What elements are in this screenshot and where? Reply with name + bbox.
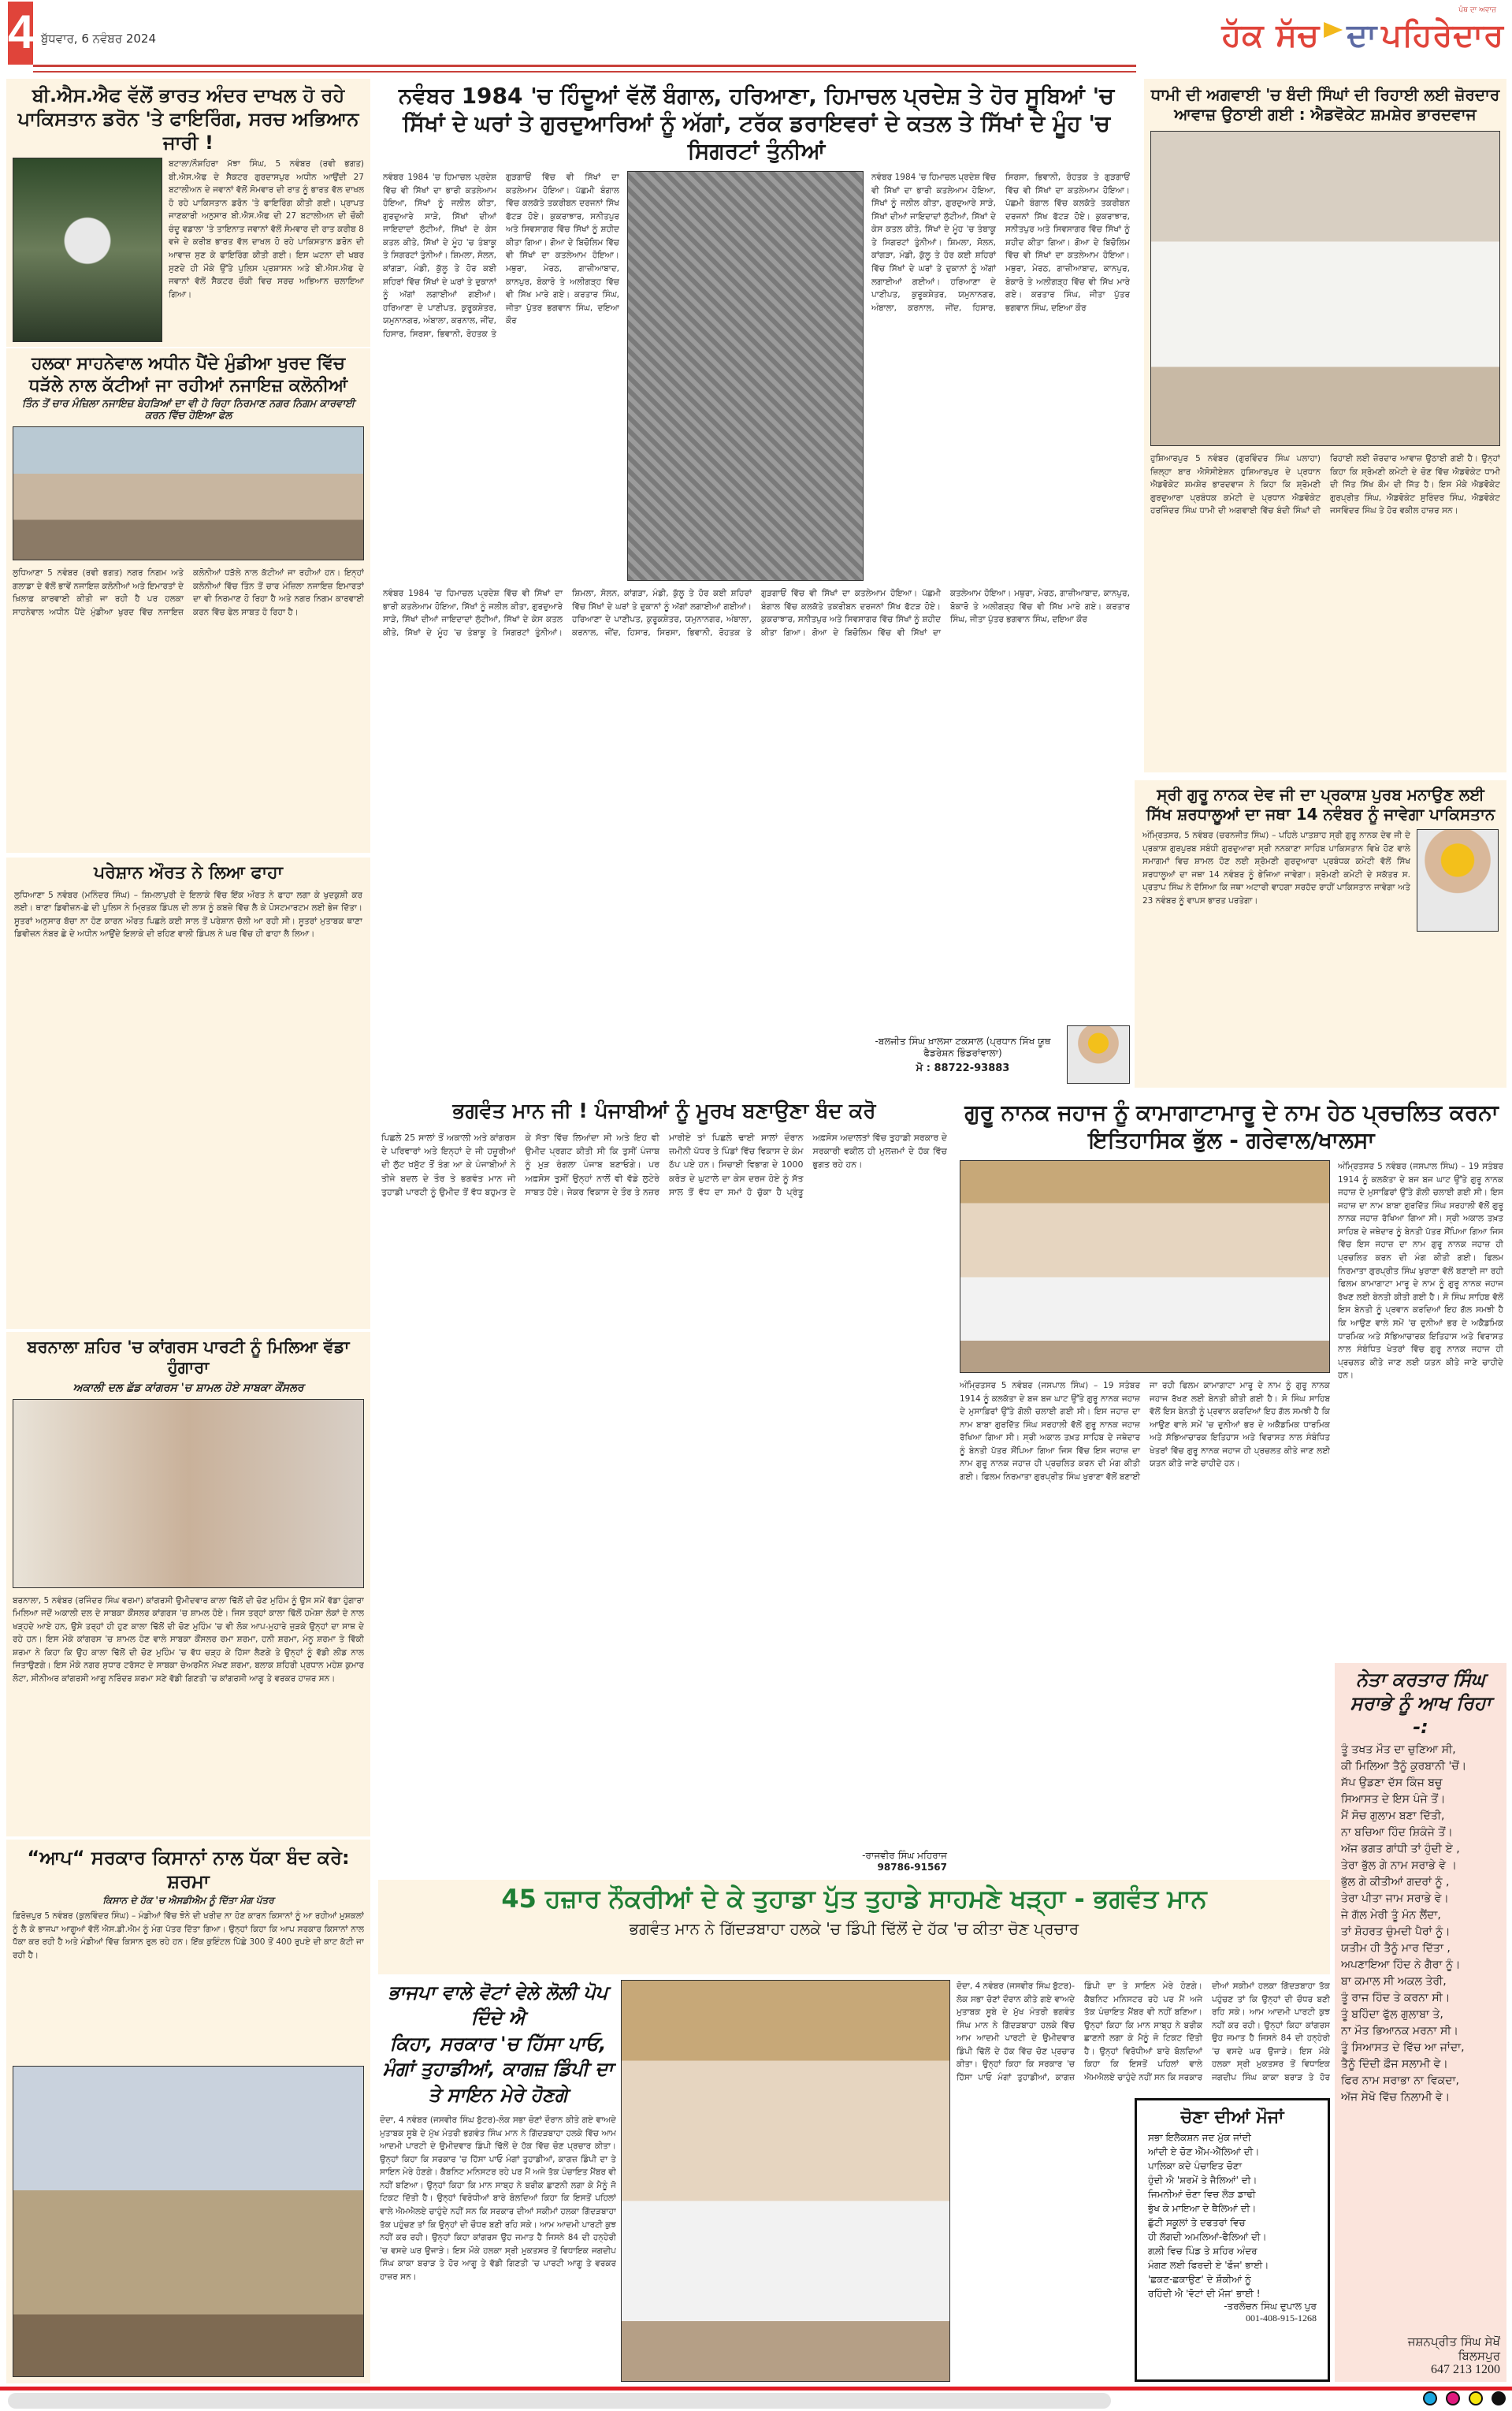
phone-nov1984: ਮੋ : 88722-93883 (916, 1062, 1010, 1074)
poem-line: ਭੁੱਖ ਕੇ ਮਾਇਆ ਦੇ ਥੈਲਿਆਂ ਦੀ। (1148, 2202, 1257, 2214)
article-barnala (6, 1332, 370, 1836)
jathedar-meeting-photo (960, 1160, 1330, 1373)
poem-line: ਤੇਰਾ ਭੁੱਲ ਗੇ ਨਾਮ ਸਰਾਭੇ ਵੇ । (1341, 1859, 1457, 1872)
body-nov1984-b: ਨਵੰਬਰ 1984 'ਚ ਹਿਮਾਚਲ ਪ੍ਰਦੇਸ਼ ਵਿੱਚ ਵੀ ਸਿੱਖਾਂ ਦਾ ਭਾਰੀ ਕਤਲੇਆਮ ਹੋਇਆ, ਸਿੱਖਾਂ ਨੂੰ ਜਲੀਲ ਕੀਤਾ, ਗੁਰਦੁਆਰੇ ਸਾੜੇ, ਸਿੱਖਾਂ ਦੀਆਂ ਜਾਇਦਾਦਾਂ ਲੁੱਟੀਆਂ, ਸਿੱਖਾਂ ਦੇ ਕੇਸ ਕਤਲ ਕੀਤੇ, ਸਿੱਖਾਂ ਦੇ ਮੂੰਹ 'ਚ ਤੰਬਾਕੂ ਤੇ ਸਿਗਰਟਾਂ ਤੁੰਨੀਆਂ। ਸ਼ਿਮਲਾ, ਸੋਲਨ, ਕਾਂਗੜਾ, ਮੰਡੀ, ਕੁੱਲੂ ਤੇ ਹੋਰ ਕਈ ਸ਼ਹਿਰਾਂ ਵਿੱਚ ਸਿੱਖਾਂ ਦੇ ਘਰਾਂ ਤੇ ਦੁਕਾਨਾਂ ਨੂੰ ਅੱਗਾਂ ਲਗਾਈਆਂ ਗਈਆਂ। ਹਰਿਆਣਾ ਦੇ ਪਾਣੀਪਤ, ਕੁਰੂਕਸ਼ੇਤਰ, ਯਮੁਨਾਨਗਰ, ਅੰਬਾਲਾ, ਕਰਨਾਲ, ਜੀਂਦ, ਹਿਸਾਰ, ਸਿਰਸਾ, ਭਿਵਾਨੀ, ਰੋਹਤਕ ਤੇ ਗੁੜਗਾਓਂ ਵਿੱਚ ਵੀ ਸਿੱਖਾਂ ਦਾ ਕਤਲੇਆਮ ਹੋਇਆ। ਪੱਛਮੀ ਬੰਗਾਲ ਵਿੱਚ ਕਲਕੱਤੇ ਤਕਰੀਬਨ ਦਰਜਨਾਂ ਸਿੱਖ ਫੱਟੜ ਹੋਏ। ਕੁਕਰਾਝਾਰ, ਸਨੀਤਪੁਰ ਅਤੇ ਸਿਵਸਾਗਰ ਵਿੱਚ ਸਿੱਖਾਂ ਨੂੰ ਸ਼ਹੀਦ ਕੀਤਾ ਗਿਆ। ਗੋਆ ਦੇ ਬਿਚੋਲਿਮ ਵਿੱਚ ਵੀ ਸਿੱਖਾਂ ਦਾ ਕਤਲੇਆਮ ਹੋਇਆ। ਮਥੁਰਾ, ਮੇਰਠ, ਗਾਜ਼ੀਆਬਾਦ, ਕਾਨਪੁਰ, ਬੋਕਾਰੋ ਤੇ ਅਲੀਗੜ੍ਹ ਵਿੱਚ ਵੀ ਸਿੱਖ ਮਾਰੇ ਗਏ। ਕਰਤਾਰ ਸਿੰਘ, ਜੀਤਾ ਪੁੱਤਰ ਭਗਵਾਨ ਸਿੰਘ, ਦਇਆ ਕੌਰ (871, 173, 1130, 313)
headline-bsf: ਬੀ.ਐਸ.ਐਫ ਵੱਲੋਂ ਭਾਰਤ ਅੰਦਰ ਦਾਖਲ ਹੋ ਰਹੇ ਪਾਕਿਸਤਾਨ ਡਰੋਨ 'ਤੇ ਫਾਇਰਿੰਗ, ਸਰਚ ਅਭਿਆਨ ਜਾਰੀ ! (17, 84, 359, 154)
masthead-title-3: ਪਹਿਰੇਦਾਰ (1381, 17, 1504, 54)
poem-sarabha-title: ਨੇਤਾ ਕਰਤਾਰ ਸਿੰਘ ਸਰਾਭੇ ਨੂੰ ਆਖ ਰਿਹਾ -: (1350, 1669, 1492, 1738)
article-bsf (6, 79, 370, 347)
headline-nov1984: ਨਵੰਬਰ 1984 'ਚ ਹਿੰਦੂਆਂ ਵੱਲੋਂ ਬੰਗਾਲ, ਹਰਿਆਣਾ, ਹਿਮਾਚਲ ਪ੍ਰਦੇਸ਼ ਤੇ ਹੋਰ ਸੂਬਿਆਂ 'ਚ ਸਿੱਖਾਂ ਦੇ ਘਰਾਂ ਤੇ ਗੁਰਦੁਆਰਿਆਂ ਨੂੰ ਅੱਗਾਂ, ਟਰੱਕ ਡਰਾਇਵਰਾਂ ਦੇ ਕਤਲ ਤੇ ਸਿੱਖਾਂ ਦੇ ਮੂੰਹ 'ਚ ਸਿਗਰਟਾਂ ਤੁੰਨੀਆਂ (398, 83, 1115, 164)
poem-line: ਨਾ ਬਚਿਆ ਹਿੰਦ ਸ਼ਿਕੰਜੇ ਤੋਂ। (1341, 1826, 1453, 1839)
subhead-barnala: ਅਕਾਲੀ ਦਲ ਛੱਡ ਕਾਂਗਰਸ 'ਚ ਸ਼ਾਮਲ ਹੋਏ ਸਾਬਕਾ ਕੌਂਸਲਰ (72, 1381, 304, 1394)
mann-rally-bullets (380, 1980, 616, 2108)
drone-photo (13, 158, 162, 342)
article-nov1984 (378, 79, 1135, 1089)
body-barnala: ਬਰਨਾਲਾ, 5 ਨਵੰਬਰ (ਰਜਿੰਦਰ ਸਿੰਘ ਵਰਮਾ) ਕਾਂਗਰਸੀ ਉਮੀਦਵਾਰ ਕਾਲਾ ਢਿੱਲੋਂ ਦੀ ਚੋਣ ਮੁਹਿੰਮ ਨੂੰ ਉਸ ਸਮੇਂ ਵੱਡਾ ਹੁੰਗਾਰਾ ਮਿਲਿਆ ਜਦੋਂ ਅਕਾਲੀ ਦਲ ਦੇ ਸਾਬਕਾ ਕੌਂਸਲਰ ਕਾਂਗਰਸ 'ਚ ਸ਼ਾਮਲ ਹੋਏ। ਜਿਸ ਤਰ੍ਹਾਂ ਕਾਲਾ ਢਿੱਲੋਂ ਹਮੇਸ਼ਾ ਲੋਕਾਂ ਦੇ ਨਾਲ ਖੜ੍ਹਦੇ ਆਏ ਹਨ, ਉਸੇ ਤਰ੍ਹਾਂ ਹੀ ਹੁਣ ਕਾਲਾ ਢਿੱਲੋਂ ਦੀ ਚੋਣ ਮੁਹਿੰਮ 'ਚ ਵੀ ਲੋਕ ਆਪ-ਮੁਹਾਰੇ ਜੁੜਕੇ ਉਨ੍ਹਾਂ ਦਾ ਸਾਥ ਦੇ ਰਹੇ ਹਨ। ਇਸ ਮੌਕੇ ਕਾਂਗਰਸ 'ਚ ਸ਼ਾਮਲ ਹੋਣ ਵਾਲੇ ਸਾਬਕਾ ਕੌਂਸਲਰ ਰਮਾ ਸ਼ਰਮਾ, ਹਨੀ ਸ਼ਰਮਾ, ਮੰਨੂ ਸ਼ਰਮਾ ਤੇ ਵਿੱਕੀ ਸ਼ਰਮਾ ਨੇ ਕਿਹਾ ਕਿ ਉਹ ਕਾਲਾ ਢਿੱਲੋਂ ਦੀ ਚੋਣ ਮੁਹਿੰਮ 'ਚ ਵੱਧ ਚੜ੍ਹ ਕੇ ਹਿੱਸਾ ਲੈਣਗੇ ਤੇ ਉਨ੍ਹਾਂ ਨੂੰ ਵੱਡੀ ਲੀਡ ਨਾਲ ਜਿਤਾਉਣਗੇ। ਇਸ ਮੌਕੇ ਨਗਰ ਸੁਧਾਰ ਟਰੱਸਟ ਦੇ ਸਾਬਕਾ ਚੇਅਰਮੈਨ ਮੱਖਣ ਸ਼ਰਮਾ, ਬਲਾਕ ਸ਼ਹਿਰੀ ਪ੍ਰਧਾਨ ਮਹੇਸ਼ ਕੁਮਾਰ ਲੋਟਾ, ਸੀਨੀਅਰ ਕਾਂਗਰਸੀ ਆਗੂ ਨਰਿੰਦਰ ਸ਼ਰਮਾ ਸਣੇ ਵੱਡੀ ਗਿਣਤੀ 'ਚ ਕਾਂਗਰਸੀ ਆਗੂ ਤੇ ਵਰਕਰ ਹਾਜ਼ਰ ਸਨ। (13, 1595, 364, 1684)
black-mark-icon (1492, 2391, 1506, 2405)
headline-komagata: ਗੁਰੂ ਨਾਨਕ ਜਹਾਜ ਨੂੰ ਕਾਮਾਗਾਟਾਮਾਰੂ ਦੇ ਨਾਮ ਹੇਠ ਪ੍ਰਚਲਿਤ ਕਰਨਾ ਇਤਿਹਾਸਿਕ ਭੁੱਲ - ਗਰੇਵਾਲ/ਖਾਲਸਾ (964, 1099, 1499, 1153)
body-nov1984-c: ਨਵੰਬਰ 1984 'ਚ ਹਿਮਾਚਲ ਪ੍ਰਦੇਸ਼ ਵਿੱਚ ਵੀ ਸਿੱਖਾਂ ਦਾ ਭਾਰੀ ਕਤਲੇਆਮ ਹੋਇਆ, ਸਿੱਖਾਂ ਨੂੰ ਜਲੀਲ ਕੀਤਾ, ਗੁਰਦੁਆਰੇ ਸਾੜੇ, ਸਿੱਖਾਂ ਦੀਆਂ ਜਾਇਦਾਦਾਂ ਲੁੱਟੀਆਂ, ਸਿੱਖਾਂ ਦੇ ਕੇਸ ਕਤਲ ਕੀਤੇ, ਸਿੱਖਾਂ ਦੇ ਮੂੰਹ 'ਚ ਤੰਬਾਕੂ ਤੇ ਸਿਗਰਟਾਂ ਤੁੰਨੀਆਂ। ਸ਼ਿਮਲਾ, ਸੋਲਨ, ਕਾਂਗੜਾ, ਮੰਡੀ, ਕੁੱਲੂ ਤੇ ਹੋਰ ਕਈ ਸ਼ਹਿਰਾਂ ਵਿੱਚ ਸਿੱਖਾਂ ਦੇ ਘਰਾਂ ਤੇ ਦੁਕਾਨਾਂ ਨੂੰ ਅੱਗਾਂ ਲਗਾਈਆਂ ਗਈਆਂ। ਹਰਿਆਣਾ ਦੇ ਪਾਣੀਪਤ, ਕੁਰੂਕਸ਼ੇਤਰ, ਯਮੁਨਾਨਗਰ, ਅੰਬਾਲਾ, ਕਰਨਾਲ, ਜੀਂਦ, ਹਿਸਾਰ, ਸਿਰਸਾ, ਭਿਵਾਨੀ, ਰੋਹਤਕ ਤੇ ਗੁੜਗਾਓਂ ਵਿੱਚ ਵੀ ਸਿੱਖਾਂ ਦਾ ਕਤਲੇਆਮ ਹੋਇਆ। ਪੱਛਮੀ ਬੰਗਾਲ ਵਿੱਚ ਕਲਕੱਤੇ ਤਕਰੀਬਨ ਦਰਜਨਾਂ ਸਿੱਖ ਫੱਟੜ ਹੋਏ। ਕੁਕਰਾਝਾਰ, ਸਨੀਤਪੁਰ ਅਤੇ ਸਿਵਸਾਗਰ ਵਿੱਚ ਸਿੱਖਾਂ ਨੂੰ ਸ਼ਹੀਦ ਕੀਤਾ ਗਿਆ। ਗੋਆ ਦੇ ਬਿਚੋਲਿਮ ਵਿੱਚ ਵੀ ਸਿੱਖਾਂ ਦਾ ਕਤਲੇਆਮ ਹੋਇਆ। ਮਥੁਰਾ, ਮੇਰਠ, ਗਾਜ਼ੀਆਬਾਦ, ਕਾਨਪੁਰ, ਬੋਕਾਰੋ ਤੇ ਅਲੀਗੜ੍ਹ ਵਿੱਚ ਵੀ ਸਿੱਖ ਮਾਰੇ ਗਏ। ਕਰਤਾਰ ਸਿੰਘ, ਜੀਤਾ ਪੁੱਤਰ ਭਗਵਾਨ ਸਿੰਘ, ਦਇਆ ਕੌਰ (383, 589, 1130, 638)
poem-line: ਰਹਿੰਦੀ ਐ 'ਵੋਟਾਂ ਦੀ ਮੌਜ' ਭਾਈ ! (1148, 2287, 1261, 2299)
body-woman: ਲੁਧਿਆਣਾ 5 ਨਵੰਬਰ (ਮਨਿੰਦਰ ਸਿੰਘ) – ਸ਼ਿਮਲਾਪੁਰੀ ਦੇ ਇਲਾਕੇ ਵਿੱਚ ਇੱਕ ਔਰਤ ਨੇ ਫਾਹਾ ਲਗਾ ਕੇ ਖੁਦਕੁਸ਼ੀ ਕਰ ਲਈ। ਥਾਣਾ ਡਿਵੀਜ਼ਨ-ਛੇ ਦੀ ਪੁਲਿਸ ਨੇ ਮ੍ਰਿਤਕ ਡਿੰਪਲ ਦੀ ਲਾਸ਼ ਨੂੰ ਕਬਜ਼ੇ ਵਿੱਚ ਲੈ ਕੇ ਪੋਸਟਮਾਰਟਮ ਲਈ ਭੇਜ ਦਿੱਤਾ। ਸੂਤਰਾਂ ਅਨੁਸਾਰ ਬੱਚਾ ਨਾ ਹੋਣ ਕਾਰਨ ਔਰਤ ਪਿਛਲੇ ਕਈ ਸਾਲ ਤੋਂ ਪਰੇਸ਼ਾਨ ਚੱਲੀ ਆ ਰਹੀ ਸੀ। ਸੂਤਰਾਂ ਮੁਤਾਬਕ ਥਾਣਾ ਡਿਵੀਜ਼ਨ ਨੰਬਰ ਛੇ ਦੇ ਅਧੀਨ ਆਉਂਦੇ ਇਲਾਕੇ ਦੀ ਰਹਿਣ ਵਾਲੀ ਡਿੰਪਲ ਨੇ ਘਰ ਵਿੱਚ ਹੀ ਫਾਹਾ ਲੈ ਲਿਆ। (14, 890, 362, 939)
poem-line: ਤੂੰ ਤਖਤ ਮੌਤ ਦਾ ਚੁਣਿਆ ਸੀ, (1341, 1743, 1456, 1756)
article-sahnewal (6, 348, 370, 853)
poem-line: ਤੂੰ ਬਹਿੰਦਾ ਫੁੱਲ ਗੁਲਾਬਾ ਤੇ, (1341, 2008, 1443, 2021)
poem-line: ਛੁੱਟੀ ਸਕੂਲਾਂ ਤੇ ਦਫਤਰਾਂ ਵਿਚ (1148, 2216, 1246, 2228)
body-sahnewal: ਲੁਧਿਆਣਾ 5 ਨਵੰਬਰ (ਰਵੀ ਭਗਤ) ਨਗਰ ਨਿਗਮ ਅਤੇ ਗਲਾਡਾ ਦੇ ਵੱਲੋਂ ਭਾਵੇਂ ਨਜਾਇਜ਼ ਕਲੋਨੀਆਂ ਅਤੇ ਇਮਾਰਤਾਂ ਦੇ ਖ਼ਿਲਾਫ਼ ਕਾਰਵਾਈ ਕੀਤੀ ਜਾ ਰਹੀ ਹੈ ਪਰ ਹਲਕਾ ਸਾਹਨੇਵਾਲ ਅਧੀਨ ਪੈਂਦੇ ਮੁੰਡੀਆ ਖੁਰਦ ਵਿੱਚ ਨਜਾਇਜ਼ ਕਲੋਨੀਆਂ ਧੜੱਲੇ ਨਾਲ ਕੱਟੀਆਂ ਜਾ ਰਹੀਆਂ ਹਨ। ਇਨ੍ਹਾਂ ਕਲੋਨੀਆਂ ਵਿੱਚ ਤਿੰਨ ਤੋਂ ਚਾਰ ਮੰਜ਼ਿਲਾ ਨਜਾਇਜ਼ ਇਮਾਰਤਾਂ ਦਾ ਵੀ ਨਿਰਮਾਣ ਹੋ ਰਿਹਾ ਹੈ ਅਤੇ ਨਗਰ ਨਿਗਮ ਕਾਰਵਾਈ ਕਰਨ ਵਿੱਚ ਫੇਲ ਸਾਬਤ ਹੋ ਰਿਹਾ ਹੈ। (13, 568, 364, 617)
body-komagata-side: ਅੰਮ੍ਰਿਤਸਰ 5 ਨਵੰਬਰ (ਜਸਪਾਲ ਸਿੰਘ) – 19 ਸਤੰਬਰ 1914 ਨੂੰ ਕਲਕੱਤਾ ਦੇ ਬਜ ਬਜ ਘਾਟ ਉੱਤੇ ਗੁਰੂ ਨਾਨਕ ਜਹਾਜ਼ ਦੇ ਮੁਸਾਫ਼ਿਰਾਂ ਉੱਤੇ ਗੋਲੀ ਚਲਾਈ ਗਈ ਸੀ। ਇਸ ਜਹਾਜ਼ ਦਾ ਨਾਮ ਬਾਬਾ ਗੁਰਦਿੱਤ ਸਿੰਘ ਸਰਹਾਲੀ ਵੱਲੋਂ ਗੁਰੂ ਨਾਨਕ ਜਹਾਜ਼ ਰੱਖਿਆ ਗਿਆ ਸੀ। ਸ੍ਰੀ ਅਕਾਲ ਤਖ਼ਤ ਸਾਹਿਬ ਦੇ ਜਥੇਦਾਰ ਨੂੰ ਬੇਨਤੀ ਪੱਤਰ ਸੌਂਪਿਆ ਗਿਆ ਜਿਸ ਵਿੱਚ ਇਸ ਜਹਾਜ਼ ਦਾ ਨਾਮ ਗੁਰੂ ਨਾਨਕ ਜਹਾਜ਼ ਹੀ ਪ੍ਰਚਲਿਤ ਕਰਨ ਦੀ ਮੰਗ ਕੀਤੀ ਗਈ। ਫਿਲਮ ਨਿਰਮਾਤਾ ਗੁਰਪ੍ਰੀਤ ਸਿੰਘ ਖੁਰਾਣਾ ਵੱਲੋਂ ਬਣਾਈ ਜਾ ਰਹੀ ਫਿਲਮ ਕਾਮਾਗਾਟਾ ਮਾਰੂ ਦੇ ਨਾਮ ਨੂੰ ਗੁਰੂ ਨਾਨਕ ਜਹਾਜ ਰੱਖਣ ਲਈ ਬੇਨਤੀ ਕੀਤੀ ਗਈ ਹੈ। ਸੋ ਸਿੰਘ ਸਾਹਿਬ ਵੱਲੋਂ ਇਸ ਬੇਨਤੀ ਨੂੰ ਪ੍ਰਵਾਨ ਕਰਦਿਆਂ ਇਹ ਗੱਲ ਸਮਝੀ ਹੈ ਕਿ ਆਉਣ ਵਾਲੇ ਸਮੇਂ 'ਚ ਦੁਨੀਆਂ ਭਰ ਦੇ ਅਕੈਡਮਿਕ ਧਾਰਮਿਕ ਅਤੇ ਸੱਭਿਆਚਾਰਕ ਇਤਿਹਾਸ ਅਤੇ ਵਿਰਾਸਤ ਨਾਲ ਸੰਬੰਧਿਤ ਖੇਤਰਾਂ ਵਿੱਚ ਗੁਰੂ ਨਾਨਕ ਜਹਾਜ ਹੀ ਪ੍ਰਚਲਤ ਕੀਤੇ ਜਾਣ ਲਈ ਯਤਨ ਕੀਤੇ ਜਾਣੇ ਚਾਹੀਦੇ ਹਨ। (1338, 1162, 1503, 1381)
header-rule (33, 65, 1136, 73)
poem-line: ਆਂਦੀ ਏ ਚੋਣ ਐੱਮ-ਐੱਲਿਆਂ ਦੀ। (1148, 2145, 1260, 2157)
body-jatha: ਅੰਮ੍ਰਿਤਸਰ, 5 ਨਵੰਬਰ (ਚਰਨਜੀਤ ਸਿੰਘ) – ਪਹਿਲੇ ਪਾਤਸ਼ਾਹ ਸ੍ਰੀ ਗੁਰੂ ਨਾਨਕ ਦੇਵ ਜੀ ਦੇ ਪ੍ਰਕਾਸ਼ ਗੁਰਪੁਰਬ ਸਬੰਧੀ ਗੁਰਦੁਆਰਾ ਸ੍ਰੀ ਨਨਕਾਣਾ ਸਾਹਿਬ ਪਾਕਿਸਤਾਨ ਵਿਖੇ ਹੋਣ ਵਾਲੇ ਸਮਾਗਮਾਂ ਵਿਚ ਸ਼ਾਮਲ ਹੋਣ ਲਈ ਸ਼੍ਰੋਮਣੀ ਗੁਰਦੁਆਰਾ ਪ੍ਰਬੰਧਕ ਕਮੇਟੀ ਵੱਲੋਂ ਸਿੱਖ ਸ਼ਰਧਾਲੂਆਂ ਦਾ ਜਥਾ 14 ਨਵੰਬਰ ਨੂੰ ਭੇਜਿਆ ਜਾਵੇਗਾ। ਸ਼੍ਰੋਮਣੀ ਕਮੇਟੀ ਦੇ ਸਕੱਤਰ ਸ. ਪ੍ਰਤਾਪ ਸਿੰਘ ਨੇ ਦੱਸਿਆ ਕਿ ਜਥਾ ਅਟਾਰੀ ਵਾਹਗਾ ਸਰਹੱਦ ਰਾਹੀਂ ਪਾਕਿਸਤਾਨ ਜਾਵੇਗਾ ਅਤੇ 23 ਨਵੰਬਰ ਨੂੰ ਵਾਪਸ ਭਾਰਤ ਪਰਤੇਗਾ। (1142, 831, 1410, 906)
poem-chona-author: -ਤਰਲੋਚਨ ਸਿੰਘ ਦੁਪਾਲ ਪੁਰ (1224, 2300, 1317, 2312)
subhead-sahnewal: ਤਿੰਨ ਤੋਂ ਚਾਰ ਮੰਜ਼ਿਲਾ ਨਜਾਇਜ਼ ਬੇਹੜਿਆਂ ਦਾ ਵੀ ਹੋ ਰਿਹਾ ਨਿਰਮਾਣ ਨਗਰ ਨਿਗਮ ਕਾਰਵਾਈ ਕਰਨ ਵਿੱਚ ਹੋਇਆ ਫੇਲ (21, 398, 355, 422)
article-komagata (957, 1096, 1506, 1660)
body-aap-farmers: ਫ਼ਿਰੋਜ਼ਪੁਰ 5 ਨਵੰਬਰ (ਕੁਲਵਿੰਦਰ ਸਿੰਘ) – ਮੰਡੀਆਂ ਵਿੱਚ ਝੋਨੇ ਦੀ ਖਰੀਦ ਨਾ ਹੋਣ ਕਾਰਨ ਕਿਸਾਨਾਂ ਨੂੰ ਆ ਰਹੀਆਂ ਮੁਸ਼ਕਲਾਂ ਨੂੰ ਲੈ ਕੇ ਭਾਜਪਾ ਆਗੂਆਂ ਵੱਲੋਂ ਐਸ.ਡੀ.ਐਮ ਨੂੰ ਮੰਗ ਪੱਤਰ ਦਿੱਤਾ ਗਿਆ। ਉਨ੍ਹਾਂ ਕਿਹਾ ਕਿ ਆਪ ਸਰਕਾਰ ਕਿਸਾਨਾਂ ਨਾਲ ਧੱਕਾ ਕਰ ਰਹੀ ਹੈ ਅਤੇ ਮੰਡੀਆਂ ਵਿੱਚ ਕਿਸਾਨ ਰੁਲ ਰਹੇ ਹਨ। ਇੱਕ ਕੁਇੰਟਲ ਪਿੱਛੇ 300 ਤੋਂ 400 ਰੁਪਏ ਦੀ ਕਾਟ ਕੱਟੀ ਜਾ ਰਹੀ ਹੈ। (13, 1911, 364, 1960)
poem-chona-lines (1148, 2130, 1317, 2301)
masthead-title-2: ਦਾ (1347, 17, 1378, 54)
masthead (1173, 3, 1504, 66)
article-woman (6, 858, 370, 1329)
yellow-mark-icon (1469, 2391, 1483, 2405)
byline-mann-editorial: -ਰਾਜਵੀਰ ਸਿੰਘ ਮਹਿਰਾਜ (862, 1850, 947, 1861)
poem-sarabha-place: ਬਿਲਸਪੁਰ (1458, 2349, 1500, 2363)
bullet-1: ਭਾਜਪਾ ਵਾਲੇ ਵੋਟਾਂ ਵੇਲੇ ਲੋਲੀ ਪੋਪ ਦਿੰਦੇ ਐ (388, 1981, 608, 2030)
footer-grey-bar (8, 2393, 1111, 2409)
masthead-title-1: ਹੱਕ ਸੱਚ (1221, 17, 1321, 54)
poem-line: ਗਲ਼ੀ ਵਿਚ ਪਿੰਡ ਤੇ ਸ਼ਹਿਰ ਅੰਦਰ (1148, 2245, 1258, 2257)
body-mann-rally-a: ਦੋਦਾ, 4 ਨਵੰਬਰ (ਜਸਵੀਰ ਸਿੰਘ ਬੁੱਟਰ)-ਲੋਕ ਸਭਾ ਚੋਣਾਂ ਦੌਰਾਨ ਕੀਤੇ ਗਏ ਵਾਅਦੇ ਮੁਤਾਬਕ ਸੂਬੇ ਦੇ ਮੁੱਖ ਮੰਤਰੀ ਭਗਵੰਤ ਸਿੰਘ ਮਾਨ ਨੇ ਗਿੱਦੜਬਾਹਾ ਹਲਕੇ ਵਿੱਚ ਆਮ ਆਦਮੀ ਪਾਰਟੀ ਦੇ ਉਮੀਦਵਾਰ ਡਿੰਪੀ ਢਿੱਲੋਂ ਦੇ ਹੱਕ ਵਿੱਚ ਚੋਣ ਪ੍ਰਚਾਰ ਕੀਤਾ। ਉਨ੍ਹਾਂ ਕਿਹਾ ਕਿ ਸਰਕਾਰ 'ਚ ਹਿੱਸਾ ਪਾਓ ਮੰਗਾਂ ਤੁਹਾਡੀਆਂ, ਕਾਗਜ਼ ਡਿੰਪੀ ਦਾ ਤੇ ਸਾਇਨ ਮੇਰੇ ਹੋਣਗੇ। ਕੈਬਨਿਟ ਮਨਿਸਟਰ ਰਹੇ ਪਰ ਮੈਂ ਅਜੇ ਤੱਕ ਪੰਚਾਇਤ ਮੈਂਬਰ ਵੀ ਨਹੀਂ ਬਣਿਆ। ਉਨ੍ਹਾਂ ਕਿਹਾ ਕਿ ਮਾਨ ਸਾਬ੍ਹ ਨੇ ਬਰੀਕ ਛਾਣਨੀ ਲਗਾ ਕੇ ਮੈਨੂੰ ਜੋ ਟਿਕਟ ਦਿੱਤੀ ਹੈ। ਉਨ੍ਹਾਂ ਵਿਰੋਧੀਆਂ ਬਾਰੇ ਬੋਲਦਿਆਂ ਕਿਹਾ ਕਿ ਇਸਤੋਂ ਪਹਿਲਾਂ ਵਾਲੇ ਐਮਐਲਏ ਚਾਹੁੰਦੇ ਨਹੀਂ ਸਨ ਕਿ ਸਰਕਾਰ ਦੀਆਂ ਸਕੀਮਾਂ ਹਲਕਾ ਗਿੱਦੜਬਾਹਾ ਤੱਕ ਪਹੁੰਚਣ ਤਾਂ ਕਿ ਉਨ੍ਹਾਂ ਦੀ ਚੌਧਰ ਬਣੀ ਰਹਿ ਸਕੇ। ਆਮ ਆਦਮੀ ਪਾਰਟੀ ਕੁਝ ਨਹੀਂ ਕਰ ਰਹੀ। ਉਨ੍ਹਾਂ ਕਿਹਾ ਕਾਂਗਰਸ ਉਹ ਜਮਾਤ ਹੈ ਜਿਸਨੇ 84 ਦੀ ਹਨ੍ਹੇਰੀ 'ਚ ਵਸਦੇ ਘਰ ਉਜਾੜੇ। ਇਸ ਮੌਕੇ ਹਲਕਾ ਸ੍ਰੀ ਮੁਕਤਸਰ ਤੋਂ ਵਿਧਾਇਕ ਜਗਦੀਪ ਸਿੰਘ ਕਾਕਾ ਬਰਾੜ ਤੇ ਹੋਰ ਆਗੂ ਤੇ ਵੱਡੀ ਗਿਣਤੀ 'ਚ ਪਾਰਟੀ ਆਗੂ ਤੇ ਵਰਕਰ ਹਾਜ਼ਰ ਸਨ। (380, 2115, 616, 2282)
subhead-aap-farmers: ਕਿਸਾਨ ਦੇ ਹੱਕ 'ਚ ਐਸਡੀਐਮ ਨੂੰ ਦਿੱਤਾ ਮੰਗ ਪੱਤਰ (102, 1895, 274, 1906)
footer-red-bar (0, 2387, 1512, 2391)
nishan-sahib-flag-icon (1324, 22, 1343, 38)
poem-line: ਹੁੰਦੀ ਐ 'ਸ਼ਰਮੇਂ ਤੇ ਜੈਲਿਆਂ' ਦੀ। (1148, 2174, 1258, 2186)
headline-mann-editorial: ਭਗਵੰਤ ਮਾਨ ਜੀ ! ਪੰਜਾਬੀਆਂ ਨੂੰ ਮੂਰਖ ਬਣਾਉਣਾ ਬੰਦ ਕਰੋ (452, 1099, 876, 1123)
headline-jatha: ਸ੍ਰੀ ਗੁਰੂ ਨਾਨਕ ਦੇਵ ਜੀ ਦਾ ਪ੍ਰਕਾਸ਼ ਪੁਰਬ ਮਨਾਉਣ ਲਈ ਸਿੱਖ ਸ਼ਰਧਾਲੂਆਂ ਦਾ ਜਥਾ 14 ਨਵੰਬਰ ਨੂੰ ਜਾਵੇਗਾ ਪਾਕਿਸਤਾਨ (1146, 785, 1495, 824)
poem-line: ਤੈਨੂੰ ਦਿੰਦੀ ਫ਼ੌਜ ਸਲਾਮੀ ਵੇ। (1341, 2058, 1448, 2071)
poem-line: ਤਾਂ ਸ਼ੋਹਰਤ ਚੁੰਮਦੀ ਪੈਰਾਂ ਨੂੰ। (1341, 1925, 1451, 1938)
poem-chona-phone: 001-408-915-1268 (1246, 2312, 1317, 2324)
lawyers-group-photo (1150, 131, 1500, 446)
poem-sarabha-lines (1341, 1742, 1500, 2330)
poem-line: ਮੈਂ ਸੋਚ ਗੁਲਾਮ ਬਣਾ ਦਿੱਤੀ, (1341, 1810, 1445, 1822)
registration-marks (1418, 2391, 1506, 2409)
poem-line: ਪਾਲਿਕਾ ਕਦੇ ਪੰਚਾਇਤ ਚੋਣਾ (1148, 2160, 1243, 2171)
poem-sarabha-author: ਜਸ਼ਨਪ੍ਰੀਤ ਸਿੰਘ ਸੇਖੋਂ (1407, 2335, 1500, 2349)
poem-line: ਕੀ ਮਿਲਿਆ ਤੈਨੂੰ ਕੁਰਬਾਨੀ 'ਚੋਂ। (1341, 1760, 1467, 1773)
author-photo (1067, 1025, 1130, 1084)
poem-line: ਜੇ ਗੱਲ ਮੇਰੀ ਤੂੰ ਮੰਨ ਲੈਂਦਾ, (1341, 1909, 1441, 1922)
headline-woman: ਪਰੇਸ਼ਾਨ ਔਰਤ ਨੇ ਲਿਆ ਫਾਹਾ (94, 863, 283, 883)
article-jatha (1135, 780, 1506, 1088)
headline-sahnewal: ਹਲਕਾ ਸਾਹਨੇਵਾਲ ਅਧੀਨ ਪੈਂਦੇ ਮੁੰਡੀਆ ਖੁਰਦ ਵਿੱਚ ਧੜੱਲੇ ਨਾਲ ਕੱਟੀਆਂ ਜਾ ਰਹੀਆਂ ਨਜਾਇਜ਼ ਕਲੋਨੀਆਂ (28, 354, 348, 396)
poem-line: ਭੁੱਲ ਗੇ ਕੀਤੀਆਂ ਗਦਰਾਂ ਨੂੰ , (1341, 1876, 1450, 1888)
body-nov1984-a: ਨਵੰਬਰ 1984 'ਚ ਹਿਮਾਚਲ ਪ੍ਰਦੇਸ਼ ਵਿੱਚ ਵੀ ਸਿੱਖਾਂ ਦਾ ਭਾਰੀ ਕਤਲੇਆਮ ਹੋਇਆ, ਸਿੱਖਾਂ ਨੂੰ ਜਲੀਲ ਕੀਤਾ, ਗੁਰਦੁਆਰੇ ਸਾੜੇ, ਸਿੱਖਾਂ ਦੀਆਂ ਜਾਇਦਾਦਾਂ ਲੁੱਟੀਆਂ, ਸਿੱਖਾਂ ਦੇ ਕੇਸ ਕਤਲ ਕੀਤੇ, ਸਿੱਖਾਂ ਦੇ ਮੂੰਹ 'ਚ ਤੰਬਾਕੂ ਤੇ ਸਿਗਰਟਾਂ ਤੁੰਨੀਆਂ। ਸ਼ਿਮਲਾ, ਸੋਲਨ, ਕਾਂਗੜਾ, ਮੰਡੀ, ਕੁੱਲੂ ਤੇ ਹੋਰ ਕਈ ਸ਼ਹਿਰਾਂ ਵਿੱਚ ਸਿੱਖਾਂ ਦੇ ਘਰਾਂ ਤੇ ਦੁਕਾਨਾਂ ਨੂੰ ਅੱਗਾਂ ਲਗਾਈਆਂ ਗਈਆਂ। ਹਰਿਆਣਾ ਦੇ ਪਾਣੀਪਤ, ਕੁਰੂਕਸ਼ੇਤਰ, ਯਮੁਨਾਨਗਰ, ਅੰਬਾਲਾ, ਕਰਨਾਲ, ਜੀਂਦ, ਹਿਸਾਰ, ਸਿਰਸਾ, ਭਿਵਾਨੀ, ਰੋਹਤਕ ਤੇ ਗੁੜਗਾਓਂ ਵਿੱਚ ਵੀ ਸਿੱਖਾਂ ਦਾ ਕਤਲੇਆਮ ਹੋਇਆ। ਪੱਛਮੀ ਬੰਗਾਲ ਵਿੱਚ ਕਲਕੱਤੇ ਤਕਰੀਬਨ ਦਰਜਨਾਂ ਸਿੱਖ ਫੱਟੜ ਹੋਏ। ਕੁਕਰਾਝਾਰ, ਸਨੀਤਪੁਰ ਅਤੇ ਸਿਵਸਾਗਰ ਵਿੱਚ ਸਿੱਖਾਂ ਨੂੰ ਸ਼ਹੀਦ ਕੀਤਾ ਗਿਆ। ਗੋਆ ਦੇ ਬਿਚੋਲਿਮ ਵਿੱਚ ਵੀ ਸਿੱਖਾਂ ਦਾ ਕਤਲੇਆਮ ਹੋਇਆ। ਮਥੁਰਾ, ਮੇਰਠ, ਗਾਜ਼ੀਆਬਾਦ, ਕਾਨਪੁਰ, ਬੋਕਾਰੋ ਤੇ ਅਲੀਗੜ੍ਹ ਵਿੱਚ ਵੀ ਸਿੱਖ ਮਾਰੇ ਗਏ। ਕਰਤਾਰ ਸਿੰਘ, ਜੀਤਾ ਪੁੱਤਰ ਭਗਵਾਨ ਸਿੰਘ, ਦਇਆ ਕੌਰ (383, 173, 619, 339)
poem-sarabha-phone: 647 213 1200 (1431, 2363, 1500, 2376)
masthead-tagline: ਪੰਥ ਦਾ ਅਵਾਜ਼ (1458, 6, 1496, 14)
poem-line: ਅਪਣਾਇਆ ਹਿੰਦ ਨੇ ਗੈਰਾ ਨੂੰ। (1341, 1959, 1461, 1971)
mann-rally-left (380, 1980, 616, 2382)
poem-line: ਜਿਮਨੀਆਂ ਚੋਣਾ ਵਿਚ ਲੋੜ ਡਾਢੀ (1148, 2188, 1256, 2200)
poem-line: ਹੀ ਲੱਗਦੀ ਅਮਲਿਆਂ-ਫੈਲਿਆਂ ਦੀ। (1148, 2231, 1267, 2242)
poem-line: ਅੱਜ ਭਗਤ ਗਾਂਧੀ ਤਾਂ ਹੁੰਦੀ ਏ , (1341, 1843, 1460, 1855)
poem-line: ਮੰਗਣ ਲਈ ਫਿਰਦੀ ਏ 'ਫੌਜ' ਭਾਈ। (1148, 2259, 1269, 2271)
riot-photo (627, 171, 864, 581)
poem-line: ਤੂੰ ਰਾਜ ਹਿੰਦ ਤੇ ਕਰਨਾ ਸੀ। (1341, 1992, 1451, 2004)
colony-photo (13, 426, 364, 560)
poem-line: ਨਾ ਮੌਤ ਭਿਆਨਕ ਮਰਨਾ ਸੀ। (1341, 2025, 1458, 2037)
poem-chona (1135, 2098, 1330, 2382)
article-aap-farmers (6, 1840, 370, 2383)
mann-rally-photo (621, 1980, 950, 2382)
byline-nov1984: -ਬਲਜੀਤ ਸਿੰਘ ਖ਼ਾਲਸਾ ਟਕਸਾਲ (ਪ੍ਰਧਾਨ ਸਿੱਖ ਯੂਥ ਫੈਡਰੇਸ਼ਨ ਭਿੰਡਰਾਂਵਾਲਾ) (875, 1035, 1051, 1059)
issue-date: ਬੁੱਧਵਾਰ, 6 ਨਵੰਬਰ 2024 (41, 32, 157, 46)
subhead-mann-rally: ਭਗਵੰਤ ਮਾਨ ਨੇ ਗਿੱਦੜਬਾਹਾ ਹਲਕੇ 'ਚ ਡਿੰਪੀ ਢਿੱਲੋਂ ਦੇ ਹੱਕ 'ਚ ਕੀਤਾ ਚੋਣ ਪ੍ਰਚਾਰ (629, 1919, 1079, 1938)
poem-line: ਫਿਰ ਨਾਮ ਸਰਾਭਾ ਨਾ ਵਿਕਦਾ, (1341, 2074, 1459, 2087)
article-dhami (1144, 79, 1506, 772)
magenta-mark-icon (1446, 2391, 1460, 2405)
article-mann-editorial (378, 1096, 950, 1876)
body-mann-editorial: ਪਿਛਲੇ 25 ਸਾਲਾਂ ਤੋਂ ਅਕਾਲੀ ਅਤੇ ਕਾਂਗਰਸ ਦੇ ਪਰਿਵਾਰਾਂ ਅਤੇ ਇਨ੍ਹਾਂ ਦੇ ਜੀ ਹਜ਼ੂਰੀਆਂ ਦੀ ਲੁੱਟ ਖਸੁੱਟ ਤੋਂ ਤੰਗ ਆ ਕੇ ਪੰਜਾਬੀਆਂ ਨੇ ਤੀਜੇ ਬਦਲ ਦੇ ਤੌਰ ਤੇ ਭਗਵੰਤ ਮਾਨ ਜੀ ਤੁਹਾਡੀ ਪਾਰਟੀ ਨੂੰ ਉਮੀਦ ਤੋਂ ਵੱਧ ਬਹੁਮਤ ਦੇ ਕੇ ਸੱਤਾ ਵਿੱਚ ਲਿਆਂਦਾ ਸੀ ਅਤੇ ਇਹ ਵੀ ਉਮੀਦ ਪ੍ਰਗਟ ਕੀਤੀ ਸੀ ਕਿ ਤੁਸੀਂ ਪੰਜਾਬ ਨੂੰ ਮੁੜ ਰੰਗਲਾ ਪੰਜਾਬ ਬਣਾਓਗੇ। ਪਰ ਅਫ਼ਸੋਸ ਤੁਸੀਂ ਉਨ੍ਹਾਂ ਨਾਲੋਂ ਵੀ ਵੱਡੇ ਲੁਟੇਰੇ ਸਾਬਤ ਹੋਏ। ਜੇਕਰ ਵਿਕਾਸ ਦੇ ਤੌਰ ਤੇ ਨਜ਼ਰ ਮਾਰੀਏ ਤਾਂ ਪਿਛਲੇ ਢਾਈ ਸਾਲਾਂ ਦੌਰਾਨ ਜ਼ਮੀਨੀ ਪੱਧਰ ਤੇ ਪਿੰਡਾਂ ਵਿੱਚ ਵਿਕਾਸ ਦੇ ਕੰਮ ਠੱਪ ਪਏ ਹਨ। ਸਿਚਾਈ ਵਿਭਾਗ ਦੇ 1000 ਕਰੋੜ ਦੇ ਘੁਟਾਲੇ ਦਾ ਕੇਸ ਦਰਜ ਹੋਏ ਨੂੰ ਸੱਤ ਸਾਲ ਤੋਂ ਵੱਧ ਦਾ ਸਮਾਂ ਹੋ ਚੁੱਕਾ ਹੈ ਪ੍ਰੰਤੂ ਅਫ਼ਸੋਸ ਅਦਾਲਤਾਂ ਵਿੱਚ ਤੁਹਾਡੀ ਸਰਕਾਰ ਦੇ ਸਰਕਾਰੀ ਵਕੀਲ ਹੀ ਮੁਲਜ਼ਮਾਂ ਦੇ ਹੱਕ ਵਿੱਚ ਭੁਗਤ ਰਹੇ ਹਨ। (381, 1132, 947, 1197)
poem-line: ਬਾ ਕਮਾਲ ਸੀ ਅਕਲ ਤੇਰੀ, (1341, 1975, 1447, 1988)
poem-line: ਅੱਜ ਸੇਖੋ ਵਿੱਚ ਨਿਲਾਮੀ ਵੇ। (1341, 2091, 1451, 2104)
headline-dhami: ਧਾਮੀ ਦੀ ਅਗਵਾਈ 'ਚ ਬੰਦੀ ਸਿੰਘਾਂ ਦੀ ਰਿਹਾਈ ਲਈ ਜ਼ੋਰਦਾਰ ਆਵਾਜ਼ ਉਠਾਈ ਗਈ : ਐਡਵੋਕੇਟ ਸ਼ਮਸ਼ੇਰ ਭਾਰਦਵਾਜ (1150, 85, 1500, 124)
farmers-photo (13, 2066, 364, 2377)
body-komagata: ਅੰਮ੍ਰਿਤਸਰ 5 ਨਵੰਬਰ (ਜਸਪਾਲ ਸਿੰਘ) – 19 ਸਤੰਬਰ 1914 ਨੂੰ ਕਲਕੱਤਾ ਦੇ ਬਜ ਬਜ ਘਾਟ ਉੱਤੇ ਗੁਰੂ ਨਾਨਕ ਜਹਾਜ਼ ਦੇ ਮੁਸਾਫ਼ਿਰਾਂ ਉੱਤੇ ਗੋਲੀ ਚਲਾਈ ਗਈ ਸੀ। ਇਸ ਜਹਾਜ਼ ਦਾ ਨਾਮ ਬਾਬਾ ਗੁਰਦਿੱਤ ਸਿੰਘ ਸਰਹਾਲੀ ਵੱਲੋਂ ਗੁਰੂ ਨਾਨਕ ਜਹਾਜ਼ ਰੱਖਿਆ ਗਿਆ ਸੀ। ਸ੍ਰੀ ਅਕਾਲ ਤਖ਼ਤ ਸਾਹਿਬ ਦੇ ਜਥੇਦਾਰ ਨੂੰ ਬੇਨਤੀ ਪੱਤਰ ਸੌਂਪਿਆ ਗਿਆ ਜਿਸ ਵਿੱਚ ਇਸ ਜਹਾਜ਼ ਦਾ ਨਾਮ ਗੁਰੂ ਨਾਨਕ ਜਹਾਜ਼ ਹੀ ਪ੍ਰਚਲਿਤ ਕਰਨ ਦੀ ਮੰਗ ਕੀਤੀ ਗਈ। ਫਿਲਮ ਨਿਰਮਾਤਾ ਗੁਰਪ੍ਰੀਤ ਸਿੰਘ ਖੁਰਾਣਾ ਵੱਲੋਂ ਬਣਾਈ ਜਾ ਰਹੀ ਫਿਲਮ ਕਾਮਾਗਾਟਾ ਮਾਰੂ ਦੇ ਨਾਮ ਨੂੰ ਗੁਰੂ ਨਾਨਕ ਜਹਾਜ ਰੱਖਣ ਲਈ ਬੇਨਤੀ ਕੀਤੀ ਗਈ ਹੈ। ਸੋ ਸਿੰਘ ਸਾਹਿਬ ਵੱਲੋਂ ਇਸ ਬੇਨਤੀ ਨੂੰ ਪ੍ਰਵਾਨ ਕਰਦਿਆਂ ਇਹ ਗੱਲ ਸਮਝੀ ਹੈ ਕਿ ਆਉਣ ਵਾਲੇ ਸਮੇਂ 'ਚ ਦੁਨੀਆਂ ਭਰ ਦੇ ਅਕੈਡਮਿਕ ਧਾਰਮਿਕ ਅਤੇ ਸੱਭਿਆਚਾਰਕ ਇਤਿਹਾਸ ਅਤੇ ਵਿਰਾਸਤ ਨਾਲ ਸੰਬੰਧਿਤ ਖੇਤਰਾਂ ਵਿੱਚ ਗੁਰੂ ਨਾਨਕ ਜਹਾਜ ਹੀ ਪ੍ਰਚਲਤ ਕੀਤੇ ਜਾਣ ਲਈ ਯਤਨ ਕੀਤੇ ਜਾਣੇ ਚਾਹੀਦੇ ਹਨ। (960, 1381, 1330, 1483)
poem-line: 'ਛਕਣ-ਛਕਾਉਣ' ਦੇ ਸ਼ੌਕੀਆਂ ਨੂੰ (1148, 2273, 1251, 2285)
mann-rally-header (378, 1880, 1330, 1974)
poem-line: ਤੇਰਾ ਪੀਤਾ ਜਾਮ ਸਰਾਭੇ ਵੇ। (1341, 1892, 1449, 1905)
body-dhami: ਹੁਸ਼ਿਆਰਪੁਰ 5 ਨਵੰਬਰ (ਗੁਰਵਿੰਦਰ ਸਿੰਘ ਪਲਾਹਾ) ਜ਼ਿਲ੍ਹਾ ਬਾਰ ਐਸੋਸੀਏਸ਼ਨ ਹੁਸ਼ਿਆਰਪੁਰ ਦੇ ਪ੍ਰਧਾਨ ਐਡਵੋਕੇਟ ਸ਼ਮਸ਼ੇਰ ਭਾਰਦਵਾਜ ਨੇ ਕਿਹਾ ਕਿ ਸ਼੍ਰੋਮਣੀ ਗੁਰਦੁਆਰਾ ਪ੍ਰਬੰਧਕ ਕਮੇਟੀ ਦੇ ਪ੍ਰਧਾਨ ਐਡਵੋਕੇਟ ਹਰਜਿੰਦਰ ਸਿੰਘ ਧਾਮੀ ਦੀ ਅਗਵਾਈ ਵਿੱਚ ਬੰਦੀ ਸਿੰਘਾਂ ਦੀ ਰਿਹਾਈ ਲਈ ਜ਼ੋਰਦਾਰ ਆਵਾਜ਼ ਉਠਾਈ ਗਈ ਹੈ। ਉਨ੍ਹਾਂ ਕਿਹਾ ਕਿ ਸ਼੍ਰੋਮਣੀ ਕਮੇਟੀ ਦੇ ਚੋਣ ਵਿੱਚ ਐਡਵੋਕੇਟ ਧਾਮੀ ਦੀ ਜਿੱਤ ਸਿੱਖ ਕੌਮ ਦੀ ਜਿੱਤ ਹੈ। ਇਸ ਮੌਕੇ ਐਡਵੋਕੇਟ ਗੁਰਪ੍ਰੀਤ ਸਿੰਘ, ਐਡਵੋਕੇਟ ਸੁਰਿੰਦਰ ਸਿੰਘ, ਐਡਵੋਕੇਟ ਜਸਵਿੰਦਰ ਸਿੰਘ ਤੇ ਹੋਰ ਵਕੀਲ ਹਾਜ਼ਰ ਸਨ। (1150, 454, 1500, 516)
bullet-2: ਕਿਹਾ, ਸਰਕਾਰ 'ਚ ਹਿੱਸਾ ਪਾਓ, ਮੰਗਾਂ ਤੁਹਾਡੀਆਂ, ਕਾਗਜ਼ ਡਿੰਪੀ ਦਾ ਤੇ ਸਾਇਨ ਮੇਰੇ ਹੋਣਗੇ (382, 2032, 614, 2106)
body-bsf: ਬਟਾਲਾ/ਨੌਸ਼ਹਿਰਾ ਮੱਝਾ ਸਿੰਘ, 5 ਨਵੰਬਰ (ਰਵੀ ਭਗਤ) ਬੀ.ਐਸ.ਐਫ ਦੇ ਸੈਕਟਰ ਗੁਰਦਾਸਪੁਰ ਅਧੀਨ ਆਉਂਦੀ 27 ਬਟਾਲੀਅਨ ਦੇ ਜਵਾਨਾਂ ਵੱਲੋਂ ਸੋਮਵਾਰ ਦੀ ਰਾਤ ਨੂੰ ਭਾਰਤ ਵੱਲ ਦਾਖਲ ਹੋ ਰਹੇ ਪਾਕਿਸਤਾਨ ਡਰੋਨ 'ਤੇ ਫਾਇਰਿੰਗ ਕੀਤੀ ਗਈ। ਪ੍ਰਾਪਤ ਜਾਣਕਾਰੀ ਅਨੁਸਾਰ ਬੀ.ਐਸ.ਐਫ ਦੀ 27 ਬਟਾਲੀਅਨ ਦੀ ਚੌਕੀ ਚੰਦੂ ਵਡਾਲਾ 'ਤੇ ਤਾਇਨਾਤ ਜਵਾਨਾਂ ਵੱਲੋਂ ਸੋਮਵਾਰ ਦੀ ਰਾਤ ਕਰੀਬ 8 ਵਜੇ ਦੇ ਕਰੀਬ ਭਾਰਤ ਵੱਲ ਦਾਖਲ ਹੋ ਰਹੇ ਪਾਕਿਸਤਾਨ ਡਰੋਨ ਦੀ ਆਵਾਜ਼ ਸੁਣ ਕੇ ਫਾਇਰਿੰਗ ਕੀਤੀ ਗਈ। ਇਸ ਘਟਨਾ ਦੀ ਖਬਰ ਸੁਣਦੇ ਹੀ ਮੌਕੇ ਉੱਤੇ ਪੁਲਿਸ ਪ੍ਰਸ਼ਾਸਨ ਅਤੇ ਬੀ.ਐਸ.ਐਫ ਦੇ ਜਵਾਨਾਂ ਵੱਲੋਂ ਸੈਕਟਰ ਚੌਕੀ ਵਿਚ ਸਰਚ ਅਭਿਆਨ ਚਲਾਇਆ ਗਿਆ। (169, 159, 364, 300)
page-number: 4 (8, 2, 33, 65)
poem-line: ਯਤੀਮ ਹੀ ਤੈਨੂੰ ਮਾਰ ਦਿੱਤਾ , (1341, 1942, 1451, 1955)
headline-aap-farmers: “ਆਪ“ ਸਰਕਾਰ ਕਿਸਾਨਾਂ ਨਾਲ ਧੱਕਾ ਬੰਦ ਕਰੇ: ਸ਼ਰਮਾ (27, 1847, 350, 1892)
secretary-portrait (1417, 829, 1499, 932)
poem-chona-title: ਚੋਣਾ ਦੀਆਂ ਮੌਜਾਂ (1180, 2108, 1284, 2127)
poem-line: ਸਭਾ ਇਲੈਕਸ਼ਨ ਜਦ ਮੁੱਕ ਜਾਂਦੀ (1148, 2131, 1251, 2143)
body-mann-rally-b: ਦੋਦਾ, 4 ਨਵੰਬਰ (ਜਸਵੀਰ ਸਿੰਘ ਬੁੱਟਰ)-ਲੋਕ ਸਭਾ ਚੋਣਾਂ ਦੌਰਾਨ ਕੀਤੇ ਗਏ ਵਾਅਦੇ ਮੁਤਾਬਕ ਸੂਬੇ ਦੇ ਮੁੱਖ ਮੰਤਰੀ ਭਗਵੰਤ ਸਿੰਘ ਮਾਨ ਨੇ ਗਿੱਦੜਬਾਹਾ ਹਲਕੇ ਵਿੱਚ ਆਮ ਆਦਮੀ ਪਾਰਟੀ ਦੇ ਉਮੀਦਵਾਰ ਡਿੰਪੀ ਢਿੱਲੋਂ ਦੇ ਹੱਕ ਵਿੱਚ ਚੋਣ ਪ੍ਰਚਾਰ ਕੀਤਾ। ਉਨ੍ਹਾਂ ਕਿਹਾ ਕਿ ਸਰਕਾਰ 'ਚ ਹਿੱਸਾ ਪਾਓ ਮੰਗਾਂ ਤੁਹਾਡੀਆਂ, ਕਾਗਜ਼ ਡਿੰਪੀ ਦਾ ਤੇ ਸਾਇਨ ਮੇਰੇ ਹੋਣਗੇ। ਕੈਬਨਿਟ ਮਨਿਸਟਰ ਰਹੇ ਪਰ ਮੈਂ ਅਜੇ ਤੱਕ ਪੰਚਾਇਤ ਮੈਂਬਰ ਵੀ ਨਹੀਂ ਬਣਿਆ। ਉਨ੍ਹਾਂ ਕਿਹਾ ਕਿ ਮਾਨ ਸਾਬ੍ਹ ਨੇ ਬਰੀਕ ਛਾਣਨੀ ਲਗਾ ਕੇ ਮੈਨੂੰ ਜੋ ਟਿਕਟ ਦਿੱਤੀ ਹੈ। ਉਨ੍ਹਾਂ ਵਿਰੋਧੀਆਂ ਬਾਰੇ ਬੋਲਦਿਆਂ ਕਿਹਾ ਕਿ ਇਸਤੋਂ ਪਹਿਲਾਂ ਵਾਲੇ ਐਮਐਲਏ ਚਾਹੁੰਦੇ ਨਹੀਂ ਸਨ ਕਿ ਸਰਕਾਰ ਦੀਆਂ ਸਕੀਮਾਂ ਹਲਕਾ ਗਿੱਦੜਬਾਹਾ ਤੱਕ ਪਹੁੰਚਣ ਤਾਂ ਕਿ ਉਨ੍ਹਾਂ ਦੀ ਚੌਧਰ ਬਣੀ ਰਹਿ ਸਕੇ। ਆਮ ਆਦਮੀ ਪਾਰਟੀ ਕੁਝ ਨਹੀਂ ਕਰ ਰਹੀ। ਉਨ੍ਹਾਂ ਕਿਹਾ ਕਾਂਗਰਸ ਉਹ ਜਮਾਤ ਹੈ ਜਿਸਨੇ 84 ਦੀ ਹਨ੍ਹੇਰੀ 'ਚ ਵਸਦੇ ਘਰ ਉਜਾੜੇ। ਇਸ ਮੌਕੇ ਹਲਕਾ ਸ੍ਰੀ ਮੁਕਤਸਰ ਤੋਂ ਵਿਧਾਇਕ ਜਗਦੀਪ ਸਿੰਘ ਕਾਕਾ ਬਰਾੜ ਤੇ ਹੋਰ (957, 1981, 1330, 2083)
poem-line: ਸੱਪ ਉਡਣਾ ਦੱਸ ਕਿੰਜ ਬਚੂ (1341, 1777, 1443, 1789)
cyan-mark-icon (1423, 2391, 1437, 2405)
phone-mann-editorial: 98786-91567 (877, 1862, 947, 1873)
poem-line: ਤੂੰ ਸਿਆਸਤ ਦੇ ਵਿੱਚ ਆ ਜਾਂਦਾ, (1341, 2041, 1465, 2054)
congress-photo (13, 1399, 364, 1588)
headline-barnala: ਬਰਨਾਲਾ ਸ਼ਹਿਰ 'ਚ ਕਾਂਗਰਸ ਪਾਰਟੀ ਨੂੰ ਮਿਲਿਆ ਵੱਡਾ ਹੁੰਗਾਰਾ (27, 1338, 350, 1378)
poem-sarabha (1335, 1663, 1506, 2382)
poem-line: ਸਿਆਸਤ ਦੇ ਇਸ ਪੰਜੇ ਤੋਂ। (1341, 1793, 1446, 1806)
headline-mann-rally: 45 ਹਜ਼ਾਰ ਨੌਕਰੀਆਂ ਦੇ ਕੇ ਤੁਹਾਡਾ ਪੁੱਤ ਤੁਹਾਡੇ ਸਾਹਮਣੇ ਖੜ੍ਹਾ - ਭਗਵੰਤ ਮਾਨ (501, 1884, 1207, 1914)
